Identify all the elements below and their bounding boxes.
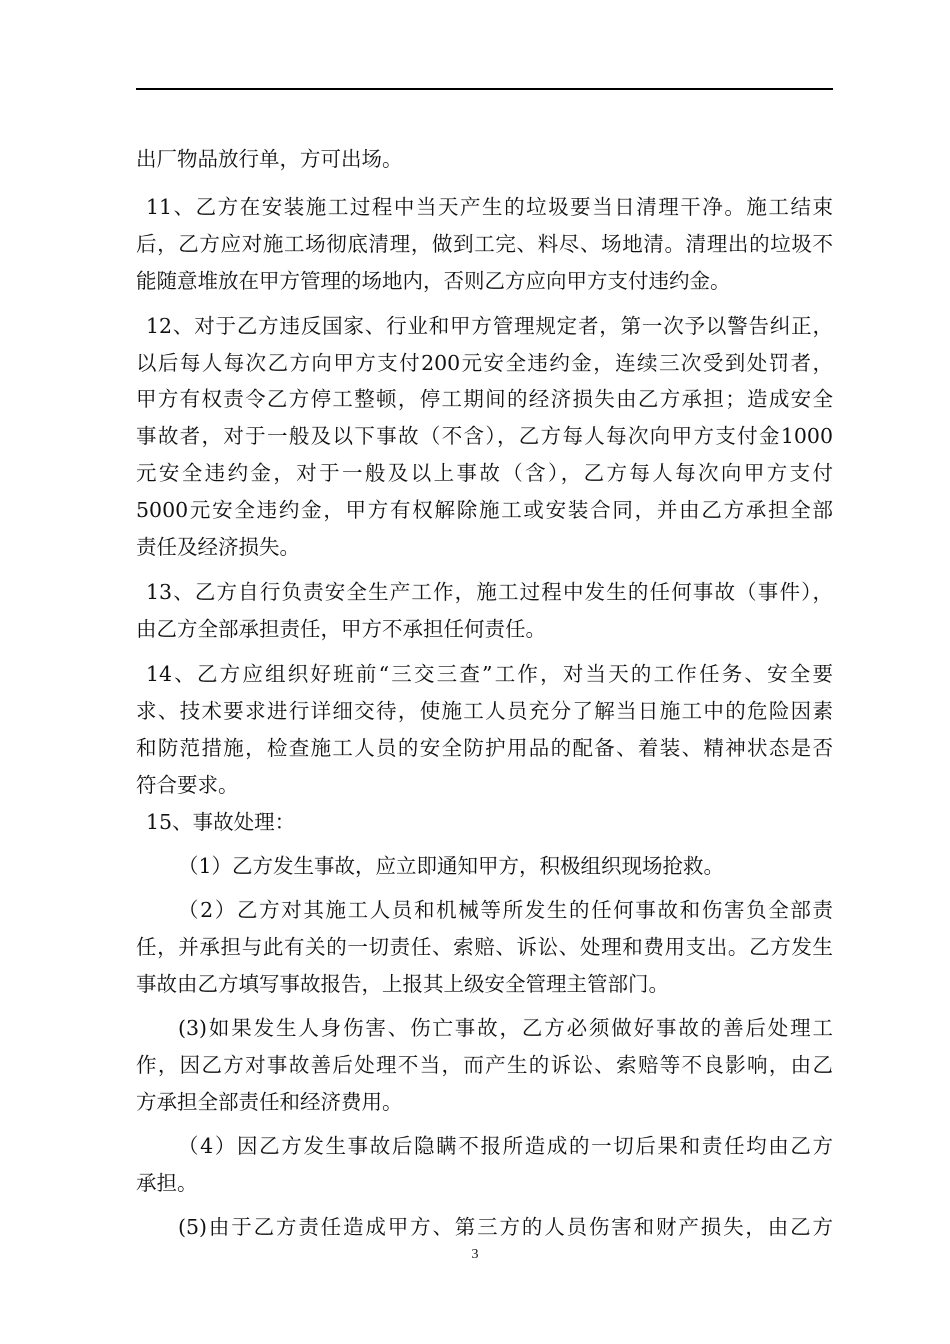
text-line: 后，乙方应对施工场彻底清理，做到工完、料尽、场地清。清理出的垃圾不: [136, 232, 833, 256]
text-line: 14、乙方应组织好班前“三交三查”工作，对当天的工作任务、安全要: [146, 662, 833, 686]
header-rule: [136, 88, 833, 90]
text-line: 符合要求。: [136, 773, 239, 797]
page-number: 3: [471, 1247, 479, 1262]
text-line: 5000元安全违约金，甲方有权解除施工或安装合同，并由乙方承担全部: [136, 498, 833, 522]
text-line: 元安全违约金，对于一般及以上事故（含），乙方每人每次向甲方支付: [136, 461, 833, 485]
text-line: 15、事故处理：: [146, 810, 296, 834]
text-line: 出厂物品放行单，方可出场。: [136, 147, 403, 171]
text-line: 事故者，对于一般及以下事故（不含），乙方每人每次向甲方支付金1000: [136, 424, 833, 448]
text-line: 以后每人每次乙方向甲方支付200元安全违约金，连续三次受到处罚者，: [136, 351, 833, 375]
text-line: 责任及经济损失。: [136, 535, 300, 559]
text-line: 12、对于乙方违反国家、行业和甲方管理规定者，第一次予以警告纠正，: [146, 314, 833, 338]
text-line: 能随意堆放在甲方管理的场地内，否则乙方应向甲方支付违约金。: [136, 269, 731, 293]
text-line: （4）因乙方发生事故后隐瞒不报所造成的一切后果和责任均由乙方: [178, 1134, 833, 1158]
text-line: 由乙方全部承担责任，甲方不承担任何责任。: [136, 617, 546, 641]
text-line: (3)如果发生人身伤害、伤亡事故，乙方必须做好事故的善后处理工: [178, 1016, 833, 1040]
text-line: （1）乙方发生事故，应立即通知甲方，积极组织现场抢救。: [178, 854, 725, 878]
text-line: 事故由乙方填写事故报告，上报其上级安全管理主管部门。: [136, 972, 669, 996]
text-line: (5)由于乙方责任造成甲方、第三方的人员伤害和财产损失，由乙方: [178, 1215, 833, 1239]
text-line: 和防范措施，检查施工人员的安全防护用品的配备、着装、精神状态是否: [136, 736, 833, 760]
text-line: 11、乙方在安装施工过程中当天产生的垃圾要当日清理干净。施工结束: [146, 195, 833, 219]
text-line: 13、乙方自行负责安全生产工作，施工过程中发生的任何事故（事件），: [146, 580, 833, 604]
text-line: 求、技术要求进行详细交待，使施工人员充分了解当日施工中的危险因素: [136, 699, 833, 723]
text-line: 作，因乙方对事故善后处理不当，而产生的诉讼、索赔等不良影响，由乙: [136, 1053, 833, 1077]
text-line: 任，并承担与此有关的一切责任、索赔、诉讼、处理和费用支出。乙方发生: [136, 935, 833, 959]
text-line: 甲方有权责令乙方停工整顿，停工期间的经济损失由乙方承担；造成安全: [136, 387, 833, 411]
text-line: 方承担全部责任和经济费用。: [136, 1090, 403, 1114]
text-line: 承担。: [136, 1171, 198, 1195]
text-line: （2）乙方对其施工人员和机械等所发生的任何事故和伤害负全部责: [178, 898, 833, 922]
